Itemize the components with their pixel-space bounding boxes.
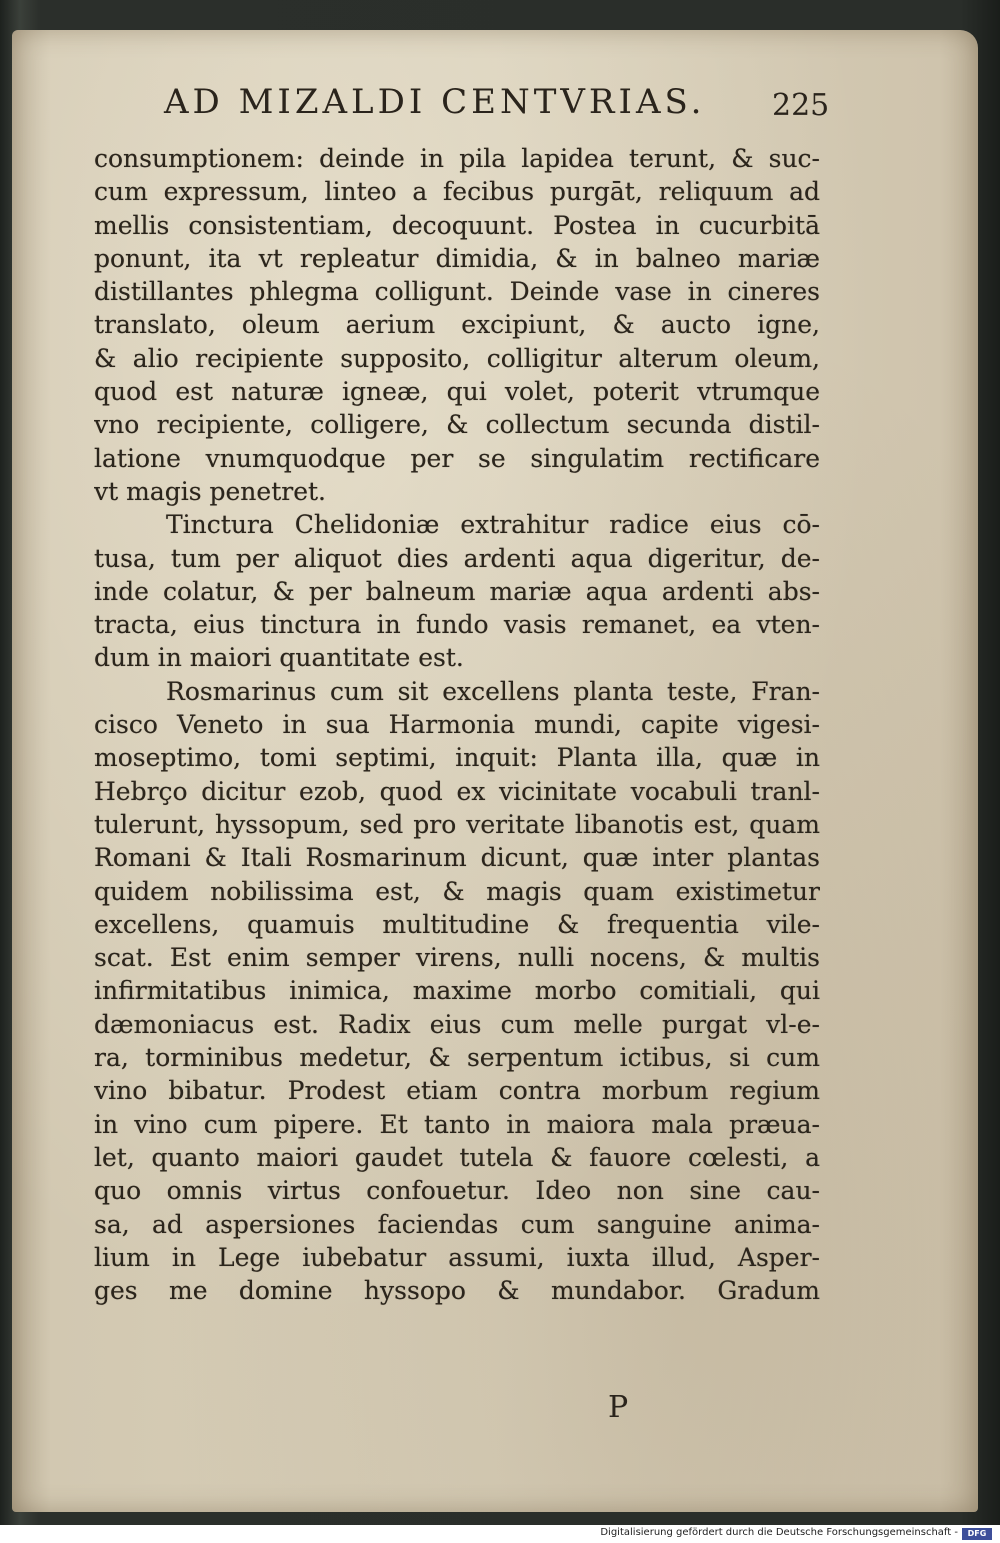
dfg-logo-icon: DFG	[962, 1528, 992, 1540]
text-line: Hebrço dicitur ezob, quod ex vicinitate vocabuli tranl-	[94, 776, 820, 806]
page-number: 225	[772, 88, 830, 123]
text-line: distillantes phlegma colligunt. Deinde vase in cineres	[94, 277, 820, 307]
text-line: vino bibatur. Prodest etiam contra morbum regium	[94, 1076, 820, 1106]
text-line: dæmoniacus est. Radix eius cum melle purgat vl-e-	[94, 1009, 820, 1039]
body-text	[94, 142, 820, 1307]
text-line: quod est naturæ igneæ, qui volet, poterit vtrumque	[94, 377, 820, 407]
text-line: in vino cum pipere. Et tanto in maiora mala præua-	[94, 1109, 820, 1139]
text-line: vno recipiente, colligere, & collectum secunda distil-	[94, 410, 820, 440]
text-line: consumptionem: deinde in pila lapidea terunt, & suc-	[94, 144, 820, 173]
text-line: inde colatur, & per balneum mariæ aqua ardenti abs-	[94, 576, 820, 606]
text-line: cum expressum, linteo a fecibus purgāt, reliquum ad	[94, 177, 820, 207]
paragraph-start-line: Rosmarinus cum sit excellens planta teste, Fran-	[166, 676, 820, 706]
text-line: tusa, tum per aliquot dies ardenti aqua digeritur, de-	[94, 543, 820, 573]
text-line: dum in maiori quantitate est.	[94, 643, 464, 673]
text-line: translato, oleum aerium excipiunt, & aucto igne,	[94, 310, 820, 340]
text-line: quidem nobilissima est, & magis quam existimetur	[94, 876, 820, 906]
text-line: scat. Est enim semper virens, nulli nocens, & multis	[94, 943, 820, 973]
text-line: ges me domine hyssopo & mundabor. Gradum	[94, 1276, 820, 1306]
paragraph-start-line: Tinctura Chelidoniæ extrahitur radice eius cō-	[166, 510, 820, 540]
text-line: quo omnis virtus confouetur. Ideo non sine cau-	[94, 1176, 820, 1206]
signature-mark: P	[608, 1390, 629, 1425]
text-line: ra, torminibus medetur, & serpentum ictibus, si cum	[94, 1043, 820, 1073]
text-line: cisco Veneto in sua Harmonia mundi, capite vigesi-	[94, 710, 820, 740]
text-line: ponunt, ita vt repleatur dimidia, & in balneo mariæ	[94, 243, 820, 273]
text-line: tulerunt, hyssopum, sed pro veritate libanotis est, quam	[94, 809, 820, 839]
text-line: latione vnumquodque per se singulatim rectificare	[94, 443, 820, 473]
text-line: excellens, quamuis multitudine & frequentia vile-	[94, 909, 820, 939]
text-line: let, quanto maiori gaudet tutela & fauore cœlesti, a	[94, 1142, 820, 1172]
text-line: mellis consistentiam, decoquunt. Postea in cucurbitā	[94, 210, 820, 240]
text-line: lium in Lege iubebatur assumi, iuxta illud, Asper-	[94, 1242, 820, 1272]
book-page	[12, 30, 978, 1512]
running-head: AD MIZALDI CENTVRIAS.	[164, 82, 706, 122]
text-line: infirmitatibus inimica, maxime morbo comitiali, qui	[94, 976, 820, 1006]
text-line: tracta, eius tinctura in fundo vasis remanet, ea vten-	[94, 610, 820, 640]
text-line: Romani & Itali Rosmarinum dicunt, quæ inter plantas	[94, 843, 820, 873]
funding-credit: Digitalisierung gefördert durch die Deutsche Forschungsgemeinschaft -	[600, 1527, 958, 1538]
text-line: sa, ad aspersiones faciendas cum sanguine anima-	[94, 1209, 820, 1239]
text-line: & alio recipiente supposito, colligitur alterum oleum,	[94, 343, 820, 373]
text-line: vt magis penetret.	[94, 476, 326, 506]
text-line: moseptimo, tomi septimi, inquit: Planta illa, quæ in	[94, 743, 820, 773]
